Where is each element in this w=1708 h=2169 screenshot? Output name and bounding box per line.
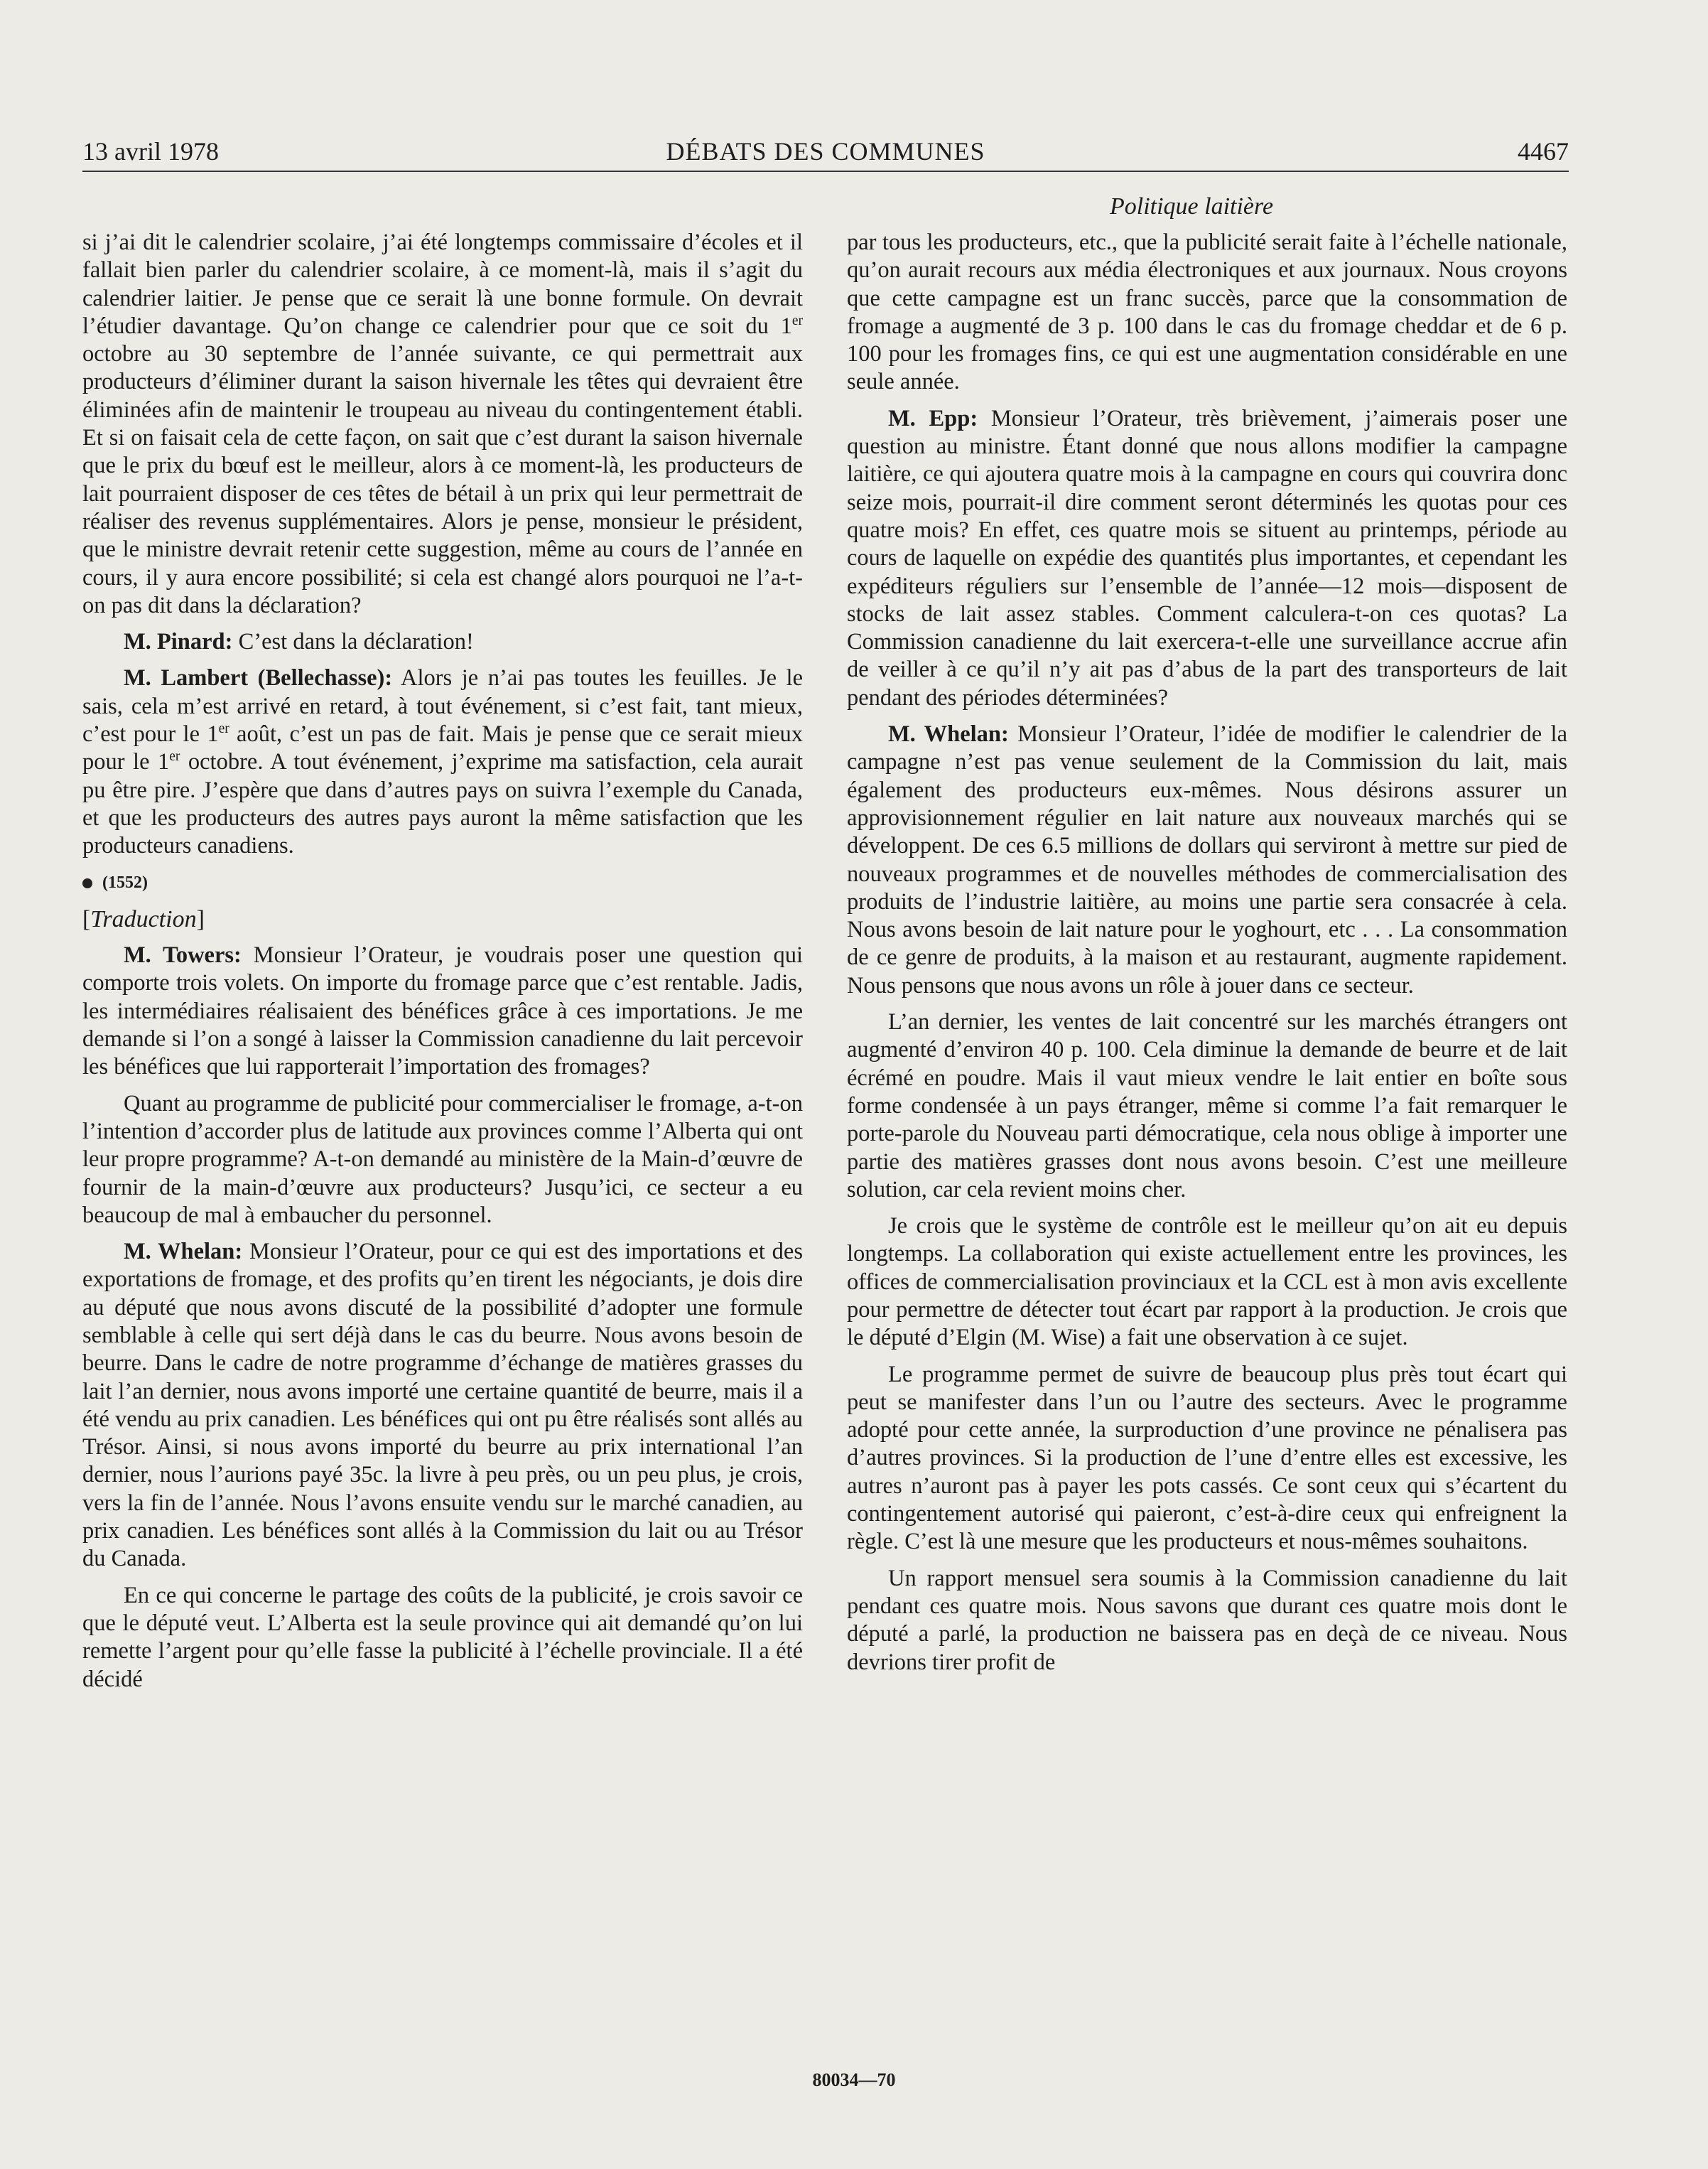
paragraph: par tous les producteurs, etc., que la publicité serait faite à l’échelle nationale, qu’on aurait recours aux média électroniques et aux journaux. Nous croyons que cette campagne est un franc succès, parce que la consommation de fromage a augmenté de 3 p. 100 dans le cas du fromage cheddar et de 6 p. 100 pour les fromages fins, ce qui est une augmentation considérable en une seule année. bbox=[847, 230, 1567, 395]
header-title: DÉBATS DES COMMUNES bbox=[666, 137, 985, 166]
paragraph: M. Whelan: Monsieur l’Orateur, l’idée de modifier le calendrier de la campagne n’est pas venue seulement de la Commission du lait, mais également des producteurs eux-mêmes. Nous désirons assurer un approvisionnement régulier en lait nature aux nouveaux marchés qui se développent. De ces 6.5 millions de dollars qui serviront à mettre sur pied de nouveaux programmes et de nouvelles méthodes de commercialisation des produits de l’industrie laitière, au moins une partie sera consacrée à cela. Nous avons besoin de lait nature pour le yoghourt, etc . . . La consommation de ce genre de produits, à la maison et au restaurant, augmente rapidement. Nous pensons que nous avons un rôle à jouer dans ce secteur. bbox=[847, 721, 1567, 999]
paragraph: M. Whelan: Monsieur l’Orateur, pour ce qui est des importations et des exportations de fromage, et des profits qu’en tirent les négociants, je dois dire au député que nous avons discuté de la possibilité d’adopter une formule semblable à celle qui sert déjà dans le cas du beurre. Nous avons besoin de beurre. Dans le cadre de notre programme d’échange de matières grasses du lait l’an dernier, nous avons importé une certaine quantité de beurre, mais il a été vendu au prix canadien. Les bénéfices qui ont pu être réalisés sont allés au Trésor. Ainsi, si nous avons importé du beurre au prix international l’an dernier, nous l’aurions payé 35c. la livre à peu près, ou un peu plus, je crois, vers la fin de l’année. Nous l’avons ensuite vendu sur le marché canadien, au prix canadien. Les bénéfices sont allés à la Commission du lait ou au Trésor du Canada. bbox=[82, 1239, 803, 1572]
paragraph: Quant au programme de publicité pour commercialiser le fromage, a-t-on l’intention d’accorder plus de latitude aux provinces comme l’Alberta qui ont leur propre programme? A-t-on demandé au ministère de la Main-d’œuvre de fournir de la main-d’œuvre aux producteurs? Jusqu’ici, ce secteur a eu beaucoup de mal à embaucher du personnel. bbox=[82, 1090, 803, 1228]
paragraph: M. Epp: Monsieur l’Orateur, très brièvement, j’aimerais poser une question au ministre. Étant donné que nous allons modifier la campagne laitière, ce qui ajoutera quatre mois à la campagne en cours qui couvrira donc seize mois, pourrait-il dire comment seront déterminés les quotas pour ces quatre mois? En effet, ces quatre mois se situent au printemps, période au cours de laquelle on expédie des quantités plus importantes, et cependant les expéditeurs réguliers sur l’ensemble de l’année—12 mois—disposent de stocks de lait assez stables. Comment calculera-t-on ces quotas? La Commission canadienne du lait exercera-t-elle une surveillance accrue afin de veiller à ce qu’il n’y ait pas d’abus de la part des transporteurs de lait pendant des périodes déterminées? bbox=[847, 405, 1567, 711]
section-title: Politique laitière bbox=[1110, 193, 1274, 220]
left-column bbox=[82, 229, 803, 1702]
page-footer: 80034—70 bbox=[812, 2070, 896, 2090]
paragraph: L’an dernier, les ventes de lait concentré sur les marchés étrangers ont augmenté d’environ 40 p. 100. Cela diminue la demande de beurre et de lait écrémé en poudre. Mais il vaut mieux vendre le lait entier en boîte sous forme condensée à un pays étranger, même si comme l’a fait remarquer le porte-parole du Nouveau parti démocratique, cela nous oblige à importer une partie des matières grasses dont nous avons besoin. C’est une meilleure solution, car cela revient moins cher. bbox=[847, 1009, 1567, 1202]
bullet-icon bbox=[82, 878, 92, 888]
header-rule bbox=[82, 171, 1569, 172]
speaker-name: M. Epp: bbox=[888, 405, 978, 431]
paragraph: Un rapport mensuel sera soumis à la Commission canadienne du lait pendant ces quatre mois. Nous savons que durant ces quatre mois dont le député a parlé, la production ne baissera pas en deçà de ce niveau. Nous devrions tirer profit de bbox=[847, 1565, 1567, 1675]
paragraph: Le programme permet de suivre de beaucoup plus près tout écart qui peut se manifester dans l’un ou l’autre des secteurs. Avec le programme adopté pour cette année, la surproduction d’une province ne pénalisera pas d’autres provinces. Si la production de l’une d’entre elles est excessive, les autres n’auront pas à payer les pots cassés. Ce sont ceux qui s’écartent du contingentement autorisé qui paieront, c’est-à-dire ceux qui enfreignent la règle. C’est là une mesure que les producteurs et nous-mêmes souhaitons. bbox=[847, 1361, 1567, 1555]
paragraph: si j’ai dit le calendrier scolaire, j’ai été longtemps commissaire d’écoles et il fallait bien parler du calendrier scolaire, à ce moment-là, mais il s’agit du calendrier laitier. Je pense que ce serait là une bonne formule. On devrait l’étudier davantage. Qu’on change ce calendrier pour que ce soit du 1er octobre au 30 septembre de l’année suivante, ce qui permettrait aux producteurs d’éliminer durant la saison hivernale les têtes qui devraient être éliminées afin de maintenir le troupeau au niveau du contingentement établi. Et si on faisait cela de cette façon, on sait que c’est durant la saison hivernale que le prix du bœuf est le meilleur, alors à ce moment-là, les producteurs de lait pourraient disposer de ces têtes de bétail à un prix qui leur permettrait de réaliser des revenus supplémentaires. Alors je pense, monsieur le président, que le ministre devrait retenir cette suggestion, même au cours de l’année en cours, il y aura encore possibilité; si cela est changé alors pourquoi ne l’a-t-on pas dit dans la déclaration? bbox=[82, 230, 803, 618]
paragraph: En ce qui concerne le partage des coûts de la publicité, je crois savoir ce que le député veut. L’Alberta est la seule province qui ait demandé qu’on lui remette l’argent pour qu’elle fasse la publicité à l’échelle provinciale. Il a été décidé bbox=[82, 1582, 803, 1692]
speaker-name: M. Lambert (Bellechasse): bbox=[124, 665, 393, 691]
header-date: 13 avril 1978 bbox=[82, 137, 219, 166]
speaker-name: M. Whelan: bbox=[124, 1239, 243, 1265]
page-header bbox=[82, 136, 1569, 173]
speaker-name: M. Towers: bbox=[124, 942, 242, 969]
paragraph: M. Lambert (Bellechasse): Alors je n’ai pas toutes les feuilles. Je le sais, cela m’est arrivé en retard, à tout événement, si c’est fait, tant mieux, c’est pour le 1er août, c’est un pas de fait. Mais je pense que ce serait mieux pour le 1er octobre. A tout événement, j’exprime ma satisfaction, cela aurait pu être pire. J’espère que dans d’autres pays on suivra l’exemple du Canada, et que les producteurs des autres pays auront la même satisfaction que les producteurs canadiens. bbox=[82, 665, 804, 859]
right-column bbox=[847, 229, 1567, 1685]
translation-marker: [Traduction] bbox=[82, 905, 205, 932]
speaker-name: M. Whelan: bbox=[888, 721, 1009, 748]
speaker-name: M. Pinard: bbox=[124, 629, 233, 655]
page-number: 4467 bbox=[1518, 137, 1569, 166]
paragraph: M. Pinard: C’est dans la déclaration! bbox=[124, 629, 474, 655]
timestamp: (1552) bbox=[82, 869, 803, 897]
paragraph: M. Towers: Monsieur l’Orateur, je voudrais poser une question qui comporte trois volets. On importe du fromage parce que c’est rentable. Jadis, les intermédiaires réalisaient des bénéfices grâce à ces importations. Je me demande si l’on a songé à laisser la Commission canadienne du lait percevoir les bénéfices que lui rapporterait l’importation des fromages? bbox=[82, 942, 803, 1080]
paragraph: Je crois que le système de contrôle est le meilleur qu’on ait eu depuis longtemps. La collaboration qui existe actuellement entre les provinces, les offices de commercialisation provinciaux et la CCL est à mon avis excellente pour permettre de détecter tout écart par rapport à la production. Je crois que le député d’Elgin (M. Wise) a fait une observation à ce sujet. bbox=[847, 1213, 1567, 1351]
